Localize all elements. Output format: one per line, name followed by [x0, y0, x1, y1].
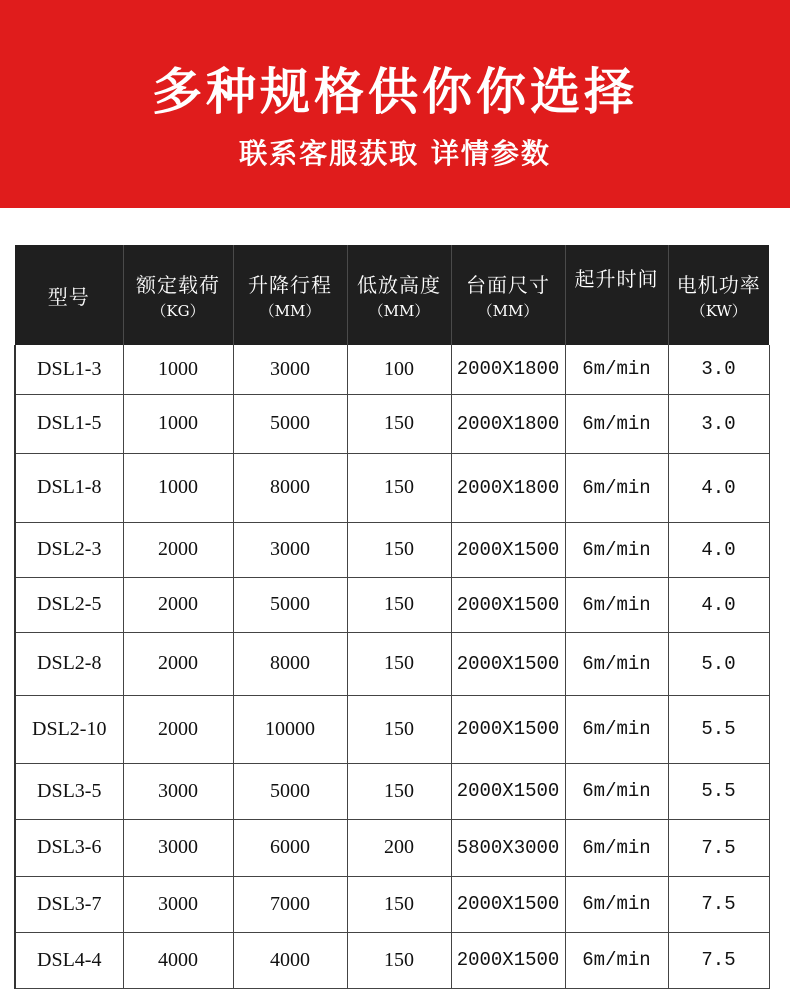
table-row — [15, 763, 769, 819]
cell-lift-time: 6m/min — [565, 577, 668, 632]
header-label: 额定载荷 — [136, 273, 220, 297]
table-row — [15, 522, 769, 577]
cell-model: DSL2-10 — [15, 695, 123, 763]
cell-rated-load: 2000 — [123, 522, 233, 577]
header-label: 电机功率 — [676, 273, 761, 297]
cell-model: DSL4-4 — [15, 932, 123, 988]
cell-lowered-height: 150 — [347, 932, 451, 988]
header-label: 型号 — [47, 284, 90, 309]
cell-model: DSL2-5 — [15, 577, 123, 632]
table-row — [15, 577, 769, 632]
header-lift-stroke — [233, 245, 347, 345]
cell-rated-load: 2000 — [123, 632, 233, 695]
table-row — [15, 876, 769, 932]
header-label: 起升时间 — [574, 267, 659, 291]
table-row — [15, 695, 769, 763]
cell-rated-load: 1000 — [123, 345, 233, 394]
cell-lift-time: 6m/min — [565, 453, 668, 522]
cell-platform-size: 2000X1800 — [451, 453, 565, 522]
header-model — [15, 245, 123, 345]
header-label: 低放高度 — [357, 273, 441, 297]
cell-rated-load: 3000 — [123, 876, 233, 932]
header-platform-size — [451, 245, 565, 345]
cell-motor-power: 4.0 — [668, 577, 769, 632]
cell-model: DSL2-8 — [15, 632, 123, 695]
cell-lift-time: 6m/min — [565, 695, 668, 763]
cell-motor-power: 4.0 — [668, 453, 769, 522]
header-lowered-height — [347, 245, 451, 345]
cell-lift-stroke: 5000 — [233, 763, 347, 819]
cell-platform-size: 2000X1800 — [451, 345, 565, 394]
cell-lowered-height: 150 — [347, 394, 451, 453]
cell-lift-stroke: 10000 — [233, 695, 347, 763]
cell-lowered-height: 100 — [347, 345, 451, 394]
header-unit: （KG） — [151, 302, 205, 320]
cell-motor-power: 5.5 — [668, 695, 769, 763]
cell-platform-size: 2000X1500 — [451, 577, 565, 632]
header-unit: （MM） — [368, 302, 430, 320]
table-row — [15, 819, 769, 876]
cell-lift-time: 6m/min — [565, 632, 668, 695]
spec-table-container — [14, 245, 768, 989]
cell-lowered-height: 150 — [347, 632, 451, 695]
cell-lift-time: 6m/min — [565, 763, 668, 819]
cell-lowered-height: 200 — [347, 819, 451, 876]
cell-platform-size: 2000X1500 — [451, 932, 565, 988]
cell-model: DSL3-6 — [15, 819, 123, 876]
cell-motor-power: 5.5 — [668, 763, 769, 819]
header-label: 台面尺寸 — [466, 273, 550, 297]
header-label: 升降行程 — [248, 273, 332, 297]
header-motor-power — [668, 245, 769, 345]
cell-motor-power: 7.5 — [668, 932, 769, 988]
cell-lift-time: 6m/min — [565, 522, 668, 577]
cell-lowered-height: 150 — [347, 763, 451, 819]
table-header-row — [15, 245, 769, 345]
cell-platform-size: 2000X1500 — [451, 763, 565, 819]
header-unit: （MM） — [259, 302, 321, 320]
cell-platform-size: 2000X1500 — [451, 876, 565, 932]
cell-lowered-height: 150 — [347, 695, 451, 763]
cell-lift-stroke: 6000 — [233, 819, 347, 876]
cell-lift-stroke: 8000 — [233, 453, 347, 522]
cell-lift-time: 6m/min — [565, 394, 668, 453]
cell-model: DSL1-8 — [15, 453, 123, 522]
cell-motor-power: 7.5 — [668, 876, 769, 932]
table-row — [15, 632, 769, 695]
cell-lowered-height: 150 — [347, 453, 451, 522]
cell-lowered-height: 150 — [347, 577, 451, 632]
cell-platform-size: 2000X1500 — [451, 522, 565, 577]
cell-lift-stroke: 7000 — [233, 876, 347, 932]
table-row — [15, 345, 769, 394]
cell-rated-load: 2000 — [123, 577, 233, 632]
cell-lift-time: 6m/min — [565, 345, 668, 394]
cell-model: DSL2-3 — [15, 522, 123, 577]
spec-table — [14, 245, 770, 989]
cell-rated-load: 4000 — [123, 932, 233, 988]
cell-rated-load: 2000 — [123, 695, 233, 763]
cell-rated-load: 1000 — [123, 394, 233, 453]
cell-rated-load: 1000 — [123, 453, 233, 522]
header-rated-load — [123, 245, 233, 345]
cell-lift-stroke: 8000 — [233, 632, 347, 695]
banner-title: 多种规格供你你选择 — [152, 63, 638, 121]
cell-lift-stroke: 4000 — [233, 932, 347, 988]
header-unit: （MM） — [477, 302, 539, 320]
banner-subtitle: 联系客服获取 详情参数 — [239, 137, 551, 170]
cell-lift-stroke: 5000 — [233, 394, 347, 453]
cell-lift-stroke: 3000 — [233, 345, 347, 394]
cell-platform-size: 2000X1500 — [451, 632, 565, 695]
cell-lift-stroke: 5000 — [233, 577, 347, 632]
header-lift-time — [565, 245, 668, 345]
cell-lift-time: 6m/min — [565, 932, 668, 988]
table-row — [15, 453, 769, 522]
cell-motor-power: 4.0 — [668, 522, 769, 577]
header-banner — [0, 0, 790, 208]
cell-model: DSL3-7 — [15, 876, 123, 932]
cell-platform-size: 2000X1500 — [451, 695, 565, 763]
cell-model: DSL1-3 — [15, 345, 123, 394]
table-row — [15, 394, 769, 453]
cell-lift-time: 6m/min — [565, 876, 668, 932]
cell-rated-load: 3000 — [123, 819, 233, 876]
cell-model: DSL3-5 — [15, 763, 123, 819]
cell-lift-stroke: 3000 — [233, 522, 347, 577]
cell-model: DSL1-5 — [15, 394, 123, 453]
cell-rated-load: 3000 — [123, 763, 233, 819]
cell-lowered-height: 150 — [347, 522, 451, 577]
cell-lift-time: 6m/min — [565, 819, 668, 876]
cell-motor-power: 3.0 — [668, 394, 769, 453]
cell-motor-power: 7.5 — [668, 819, 769, 876]
cell-platform-size: 5800X3000 — [451, 819, 565, 876]
cell-lowered-height: 150 — [347, 876, 451, 932]
header-unit: （KW） — [690, 302, 747, 320]
cell-motor-power: 3.0 — [668, 345, 769, 394]
cell-motor-power: 5.0 — [668, 632, 769, 695]
cell-platform-size: 2000X1800 — [451, 394, 565, 453]
table-row — [15, 932, 769, 988]
